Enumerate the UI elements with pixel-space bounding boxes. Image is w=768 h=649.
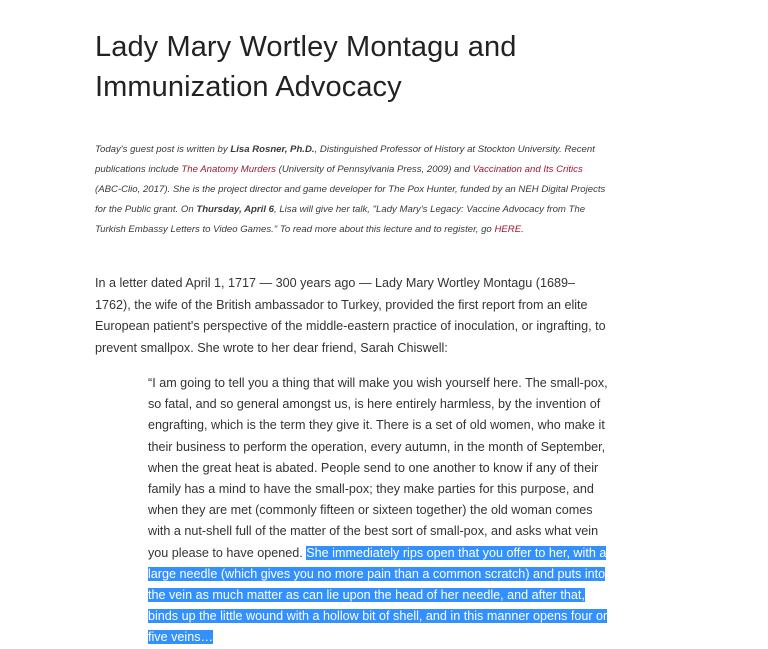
book-link-anatomy-murders[interactable]: The Anatomy Murders xyxy=(181,164,276,175)
register-here-link[interactable]: HERE xyxy=(494,224,522,235)
talk-date: Thursday, April 6 xyxy=(196,204,274,215)
body-paragraph: In a letter dated April 1, 1717 — 300 years ago — Lady Mary Wortley Montagu (1689–1762), the wife of the British ambassador to Turkey, provided the first report from an elite European patient's perspective of the middle-eastern practice of inoculation, or ingrafting, to prevent smallpox. She wrote to her dear friend, Sarah Chiswell: xyxy=(95,276,606,355)
guest-post-intro xyxy=(95,140,610,240)
intro-text: (ABC-Clio, 2017). She is the project director and game developer for The Pox Hunter, funded by an NEH Digital Projects for the Public grant. On xyxy=(95,184,606,215)
intro-text: . xyxy=(521,224,524,235)
intro-text: , Lisa will give her talk, "Lady Mary's Legacy: Vaccine Advocacy from The Turkish Embassy Letters to Video Games." To read more about this lecture and to register, go xyxy=(95,204,586,235)
letter-quote xyxy=(148,373,610,649)
intro-text: (University of Pennsylvania Press, 2009) and xyxy=(275,164,473,175)
page-title xyxy=(95,27,615,107)
intro-text: Today's guest post is written by xyxy=(95,144,231,155)
selected-quote-text[interactable]: She immediately rips open that you offer to her, with a large needle (which gives you no more pain than a common scratch) and puts into the vein as much matter as can lie upon the head of her needle, and after that, binds up the little wound with a hollow bit of shell, and in this manner opens four or five veins… xyxy=(148,545,608,645)
intro-text: , Distinguished Professor of History at Stockton University. Recent publications include xyxy=(95,144,595,175)
page-title-line-1: Lady Mary Wortley Montagu and xyxy=(95,31,517,63)
quote-text: “I am going to tell you a thing that will make you wish yourself here. The small-pox, so fatal, and so general amongst us, is here entirely harmless, by the invention of engrafting, which is the term they give it. There is a set of old women, who make it their business to perform the operation, every autumn, in the month of September, when the great heat is abated. People send to one another to know if any of their family has a mind to have the small-pox; they make parties for this purpose, and when they are met (commonly fifteen or sixteen together) the old woman comes with a nut-shell full of the matter of the best sort of small-pox, and asks what vein you please to have opened. xyxy=(148,376,608,560)
author-name: Lisa Rosner, Ph.D. xyxy=(230,144,315,155)
page-title-line-2: Immunization Advocacy xyxy=(95,71,402,103)
book-link-vaccination-critics[interactable]: Vaccination and Its Critics xyxy=(472,164,583,175)
